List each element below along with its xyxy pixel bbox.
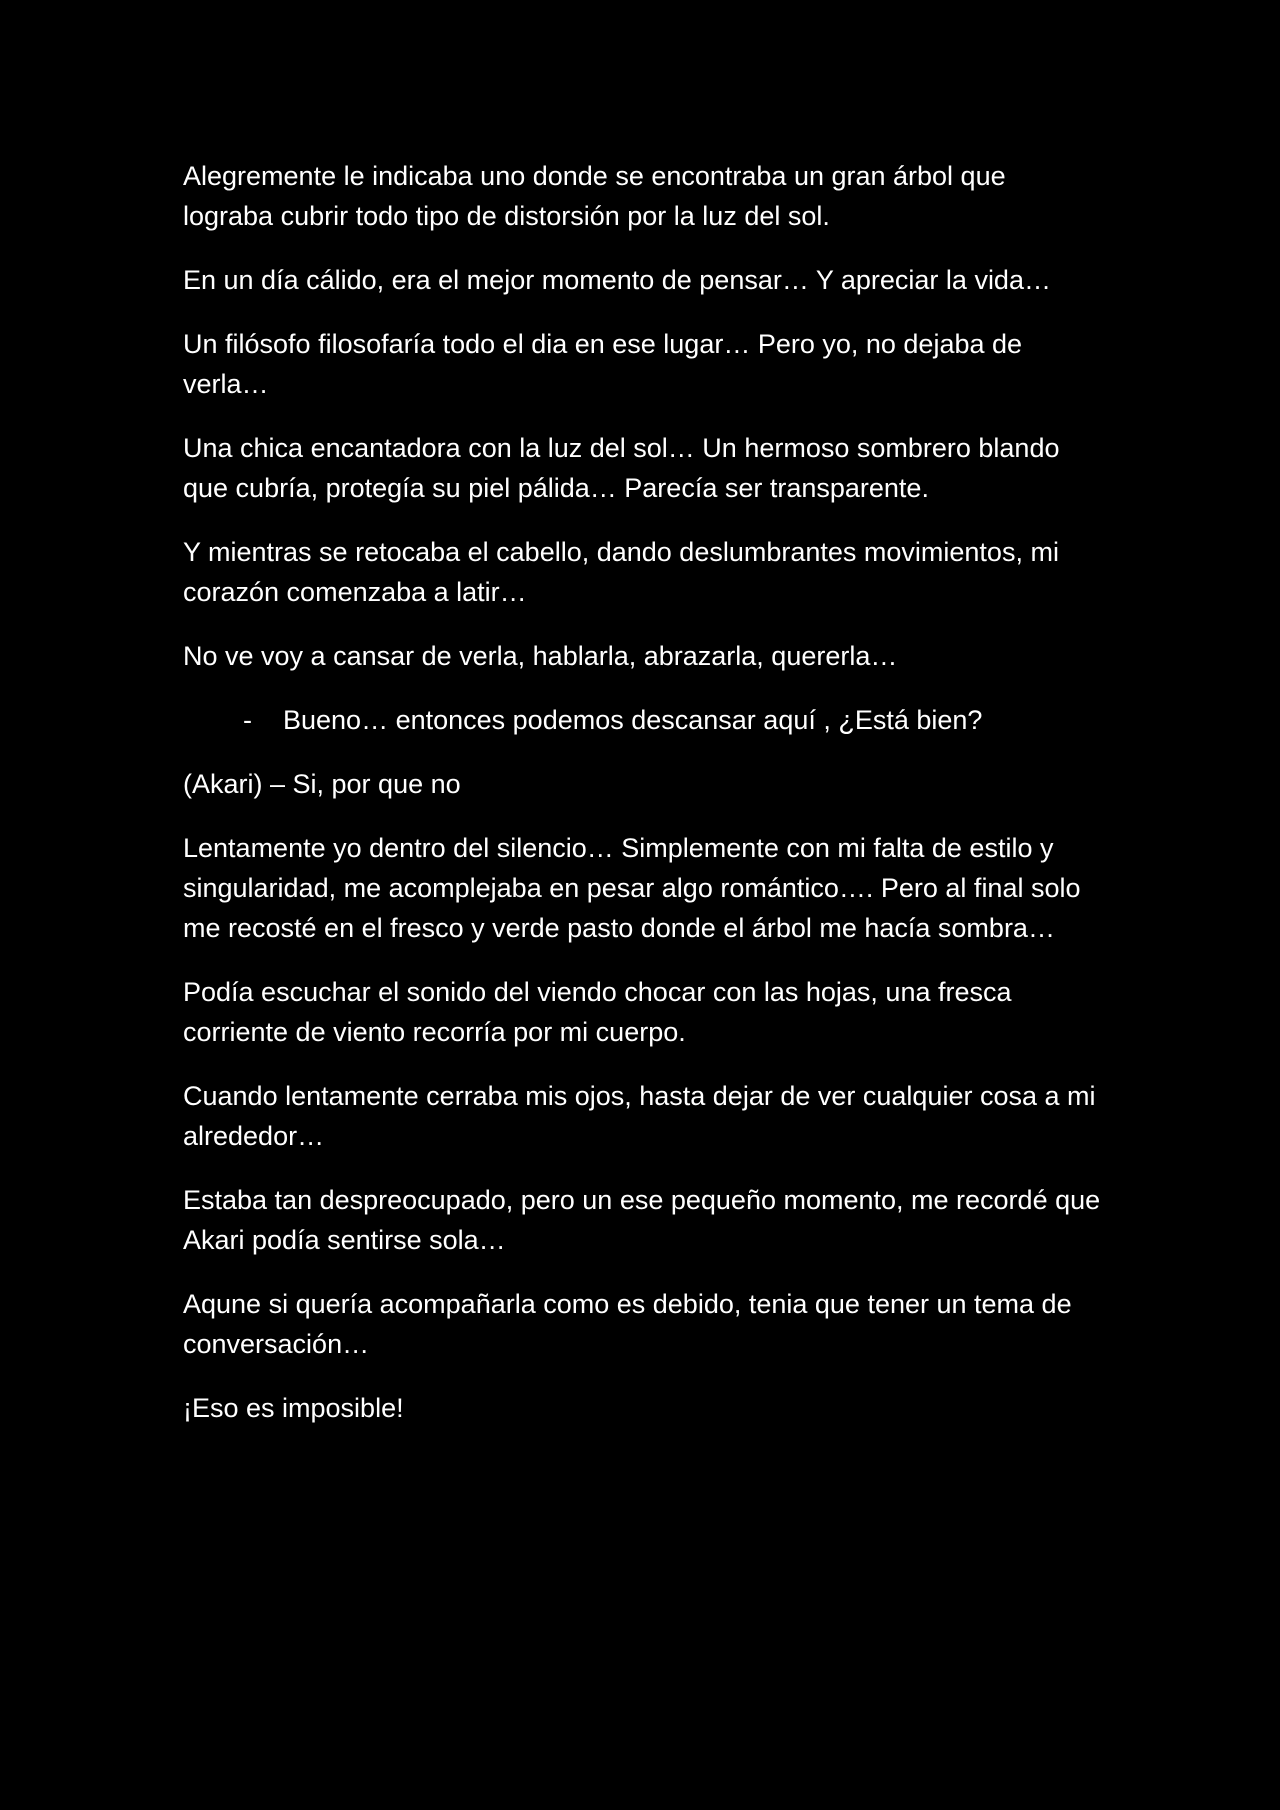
paragraph: Un filósofo filosofaría todo el dia en ese lugar… Pero yo, no dejaba de verla…: [183, 329, 1023, 399]
paragraph: Podía escuchar el sonido del viendo chocar con las hojas, una fresca corriente de viento recorría por mi cuerpo.: [183, 977, 1012, 1047]
dialogue-text: Bueno… entonces podemos descansar aquí , ¿Está bien?: [283, 705, 983, 735]
document-body: [183, 156, 1103, 1452]
paragraph: ¡Eso es imposible!: [183, 1393, 404, 1423]
dialogue-dash: -: [243, 705, 252, 735]
paragraph: En un día cálido, era el mejor momento de pensar… Y apreciar la vida…: [183, 265, 1051, 295]
paragraph: Lentamente yo dentro del silencio… Simplemente con mi falta de estilo y singularidad, me acomplejaba en pesar algo romántico…. Pero al final solo me recosté en el fresco y verde pasto donde el árbol me hacía sombra…: [183, 833, 1081, 943]
paragraph: Una chica encantadora con la luz del sol… Un hermoso sombrero blando que cubría, protegía su piel pálida… Parecía ser transparente.: [183, 433, 1060, 503]
paragraph: Y mientras se retocaba el cabello, dando deslumbrantes movimientos, mi corazón comenzaba a latir…: [183, 537, 1059, 607]
paragraph: Cuando lentamente cerraba mis ojos, hasta dejar de ver cualquier cosa a mi alrededor…: [183, 1081, 1096, 1151]
paragraph: Aqune si quería acompañarla como es debido, tenia que tener un tema de conversación…: [183, 1289, 1072, 1359]
paragraph: Estaba tan despreocupado, pero un ese pequeño momento, me recordé que Akari podía sentirse sola…: [183, 1185, 1101, 1255]
paragraph: (Akari) – Si, por que no: [183, 769, 461, 799]
paragraph: No ve voy a cansar de verla, hablarla, abrazarla, quererla…: [183, 641, 898, 671]
paragraph: Alegremente le indicaba uno donde se encontraba un gran árbol que lograba cubrir todo tipo de distorsión por la luz del sol.: [183, 161, 1006, 231]
dialogue-line: [183, 700, 1103, 740]
